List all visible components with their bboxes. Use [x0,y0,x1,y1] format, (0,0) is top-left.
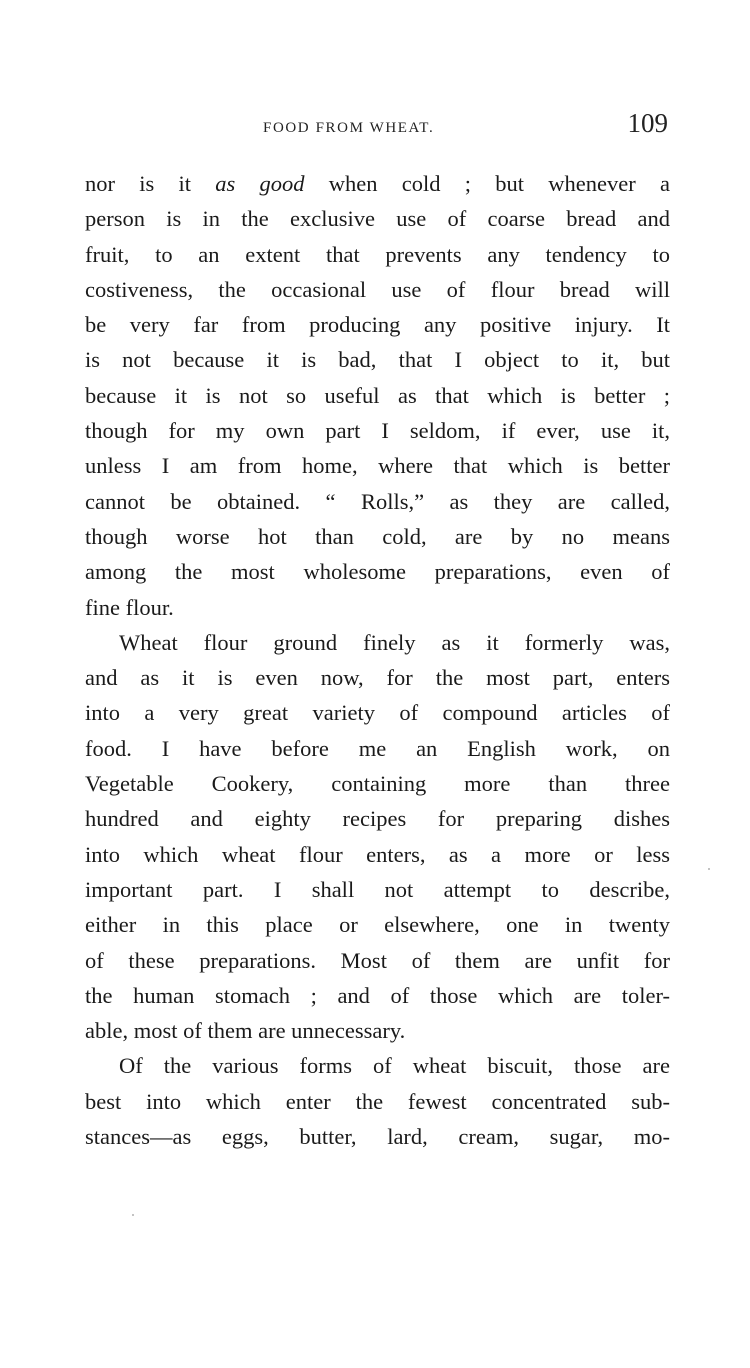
text-line: into which wheat flour enters, as a more or less [85,841,670,867]
text-line: among the most wholesome preparations, even of [85,559,670,585]
text-line: is not because it is bad, that I object to it, but [85,347,670,373]
text-line: be very far from producing any positive injury. It [85,312,670,338]
text-line: person is in the exclusive use of coarse bread and [85,206,670,232]
text-line: fruit, to an extent that prevents any tendency to [85,241,670,267]
running-title: FOOD FROM WHEAT. [263,120,435,136]
text-line: either in this place or elsewhere, one in twenty [85,912,670,938]
text-line: though for my own part I seldom, if ever, use it, [85,418,670,444]
text-line: best into which enter the fewest concentrated sub- [85,1088,670,1114]
text-line: Of the various forms of wheat biscuit, those are [119,1053,670,1079]
text-line: into a very great variety of compound articles of [85,700,670,726]
text-line: Wheat flour ground finely as it formerly was, [119,629,670,655]
text-line: and as it is even now, for the most part, enters [85,665,670,691]
text-line: fine flour. [85,594,174,620]
text-line: food. I have before me an English work, on [85,735,670,761]
text-line: the human stomach ; and of those which are toler- [85,982,670,1008]
text-line: hundred and eighty recipes for preparing dishes [85,806,670,832]
text-line: cannot be obtained. “ Rolls,” as they are called, [85,488,670,514]
scan-speck [708,868,710,870]
paragraph-3 [85,1048,670,1154]
text-line: able, most of them are unnecessary. [85,1018,406,1044]
page-number: 109 [627,108,668,138]
emphasis: as good [215,171,305,196]
text-line: costiveness, the occasional use of flour bread will [85,276,670,302]
paragraph-2 [85,625,670,1049]
scan-speck [132,1214,134,1216]
text-line: stances—as eggs, butter, lard, cream, sugar, mo- [85,1124,670,1150]
text-line: unless I am from home, where that which is better [85,453,670,479]
text-line: nor is it as good when cold ; but whenever a [85,171,670,196]
text-line: important part. I shall not attempt to describe, [85,876,670,902]
text-line: of these preparations. Most of them are unfit for [85,947,670,973]
body-text [85,166,670,1154]
running-head [85,108,670,148]
text-line: because it is not so useful as that which is better ; [85,382,670,408]
paragraph-1 [85,166,670,625]
text-line: though worse hot than cold, are by no means [85,523,670,549]
text-line: Vegetable Cookery, containing more than three [85,771,670,797]
